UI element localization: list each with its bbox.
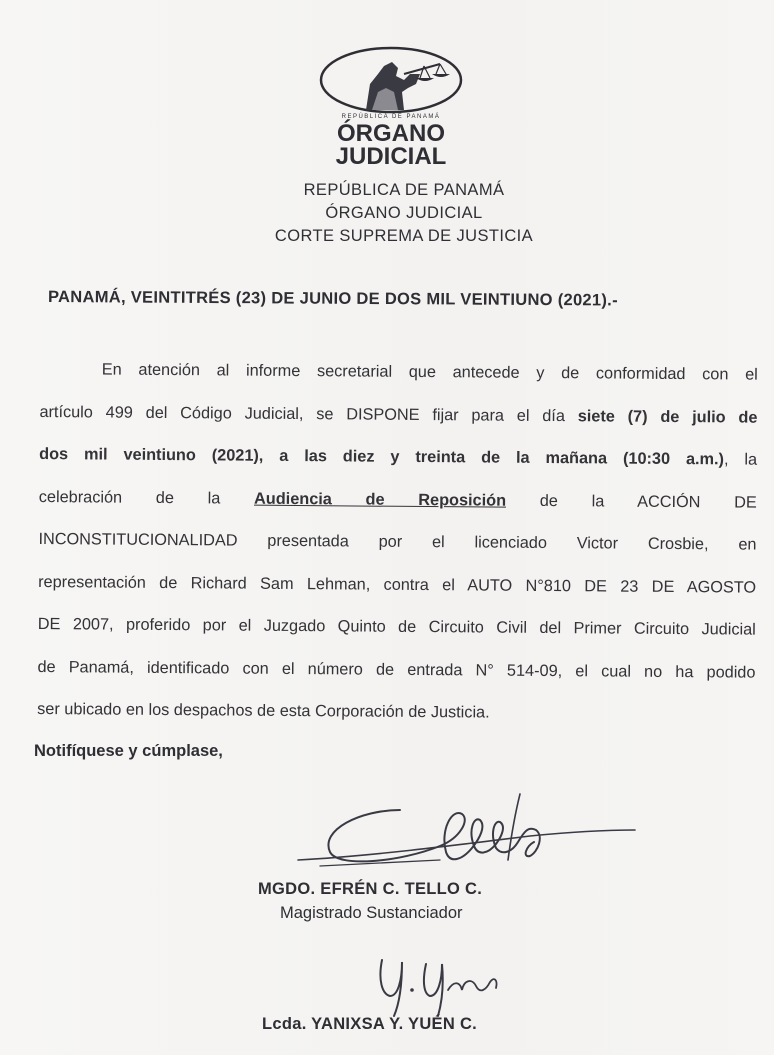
institution-header bbox=[0, 179, 774, 248]
body-line-7: DE 2007, proferido por el Juzgado Quinto de Circuito Civil del Primer Circuito Judicial bbox=[37, 614, 756, 639]
body-text: , la bbox=[723, 450, 758, 469]
body-line-9: ser ubicado en los despachos de esta Corporación de Justicia. bbox=[37, 699, 490, 722]
body-text: celebración de la bbox=[38, 487, 255, 508]
signatory-2-name: Lcda. YANIXSA Y. YUÉN C. bbox=[262, 1015, 478, 1033]
body-line-4 bbox=[39, 475, 757, 523]
organo-judicial-emblem bbox=[308, 44, 474, 168]
magistrate-signature bbox=[290, 790, 640, 880]
secretary-signature bbox=[368, 950, 508, 1020]
emblem-arc-text: REPÚBLICA DE PANAMÁ bbox=[341, 114, 441, 120]
justice-scales-emblem-icon bbox=[308, 44, 474, 168]
body-line-6: representación de Richard Sam Lehman, contra el AUTO N°810 DE 23 DE AGOSTO bbox=[38, 572, 757, 597]
hearing-time: dos mil veintiuno (2021), a las diez y treinta de la mañana (10:30 a.m.) bbox=[39, 444, 725, 469]
emblem-line2: JUDICIAL bbox=[335, 143, 447, 168]
body-line-1: En atención al informe secretarial que antecede y de conformidad con el bbox=[101, 360, 758, 384]
signatory-1-title: Magistrado Sustanciador bbox=[280, 904, 463, 922]
body-text: artículo 499 del Código Judicial, se DISPONE fijar para el día bbox=[39, 402, 578, 425]
document-date: PANAMÁ, VEINTITRÉS (23) DE JUNIO DE DOS MIL VEINTIUNO (2021).- bbox=[47, 288, 618, 310]
body-line-3 bbox=[39, 433, 757, 481]
closing-formula: Notifíquese y cúmplase, bbox=[34, 742, 223, 760]
body-line-2 bbox=[39, 390, 757, 438]
header-organ: ÓRGANO JUDICIAL bbox=[325, 204, 483, 222]
emblem-line1: ÓRGANO bbox=[337, 120, 445, 147]
hearing-type: Audiencia de Reposición bbox=[253, 489, 507, 510]
signatory-1-name: MGDO. EFRÉN C. TELLO C. bbox=[258, 880, 483, 898]
header-court: CORTE SUPREMA DE JUSTICIA bbox=[274, 227, 534, 245]
resolution-body bbox=[37, 348, 758, 736]
header-country: REPÚBLICA DE PANAMÁ bbox=[303, 181, 505, 199]
hearing-date: siete (7) de julio de bbox=[577, 406, 758, 427]
body-line-8: de Panamá, identificado con el número de entrada N° 514-09, el cual no ha podido bbox=[37, 657, 756, 682]
body-text: de la ACCIÓN DE bbox=[505, 491, 757, 512]
body-line-5: INCONSTITUCIONALIDAD presentada por el licenciado Victor Crosbie, en bbox=[38, 529, 757, 554]
